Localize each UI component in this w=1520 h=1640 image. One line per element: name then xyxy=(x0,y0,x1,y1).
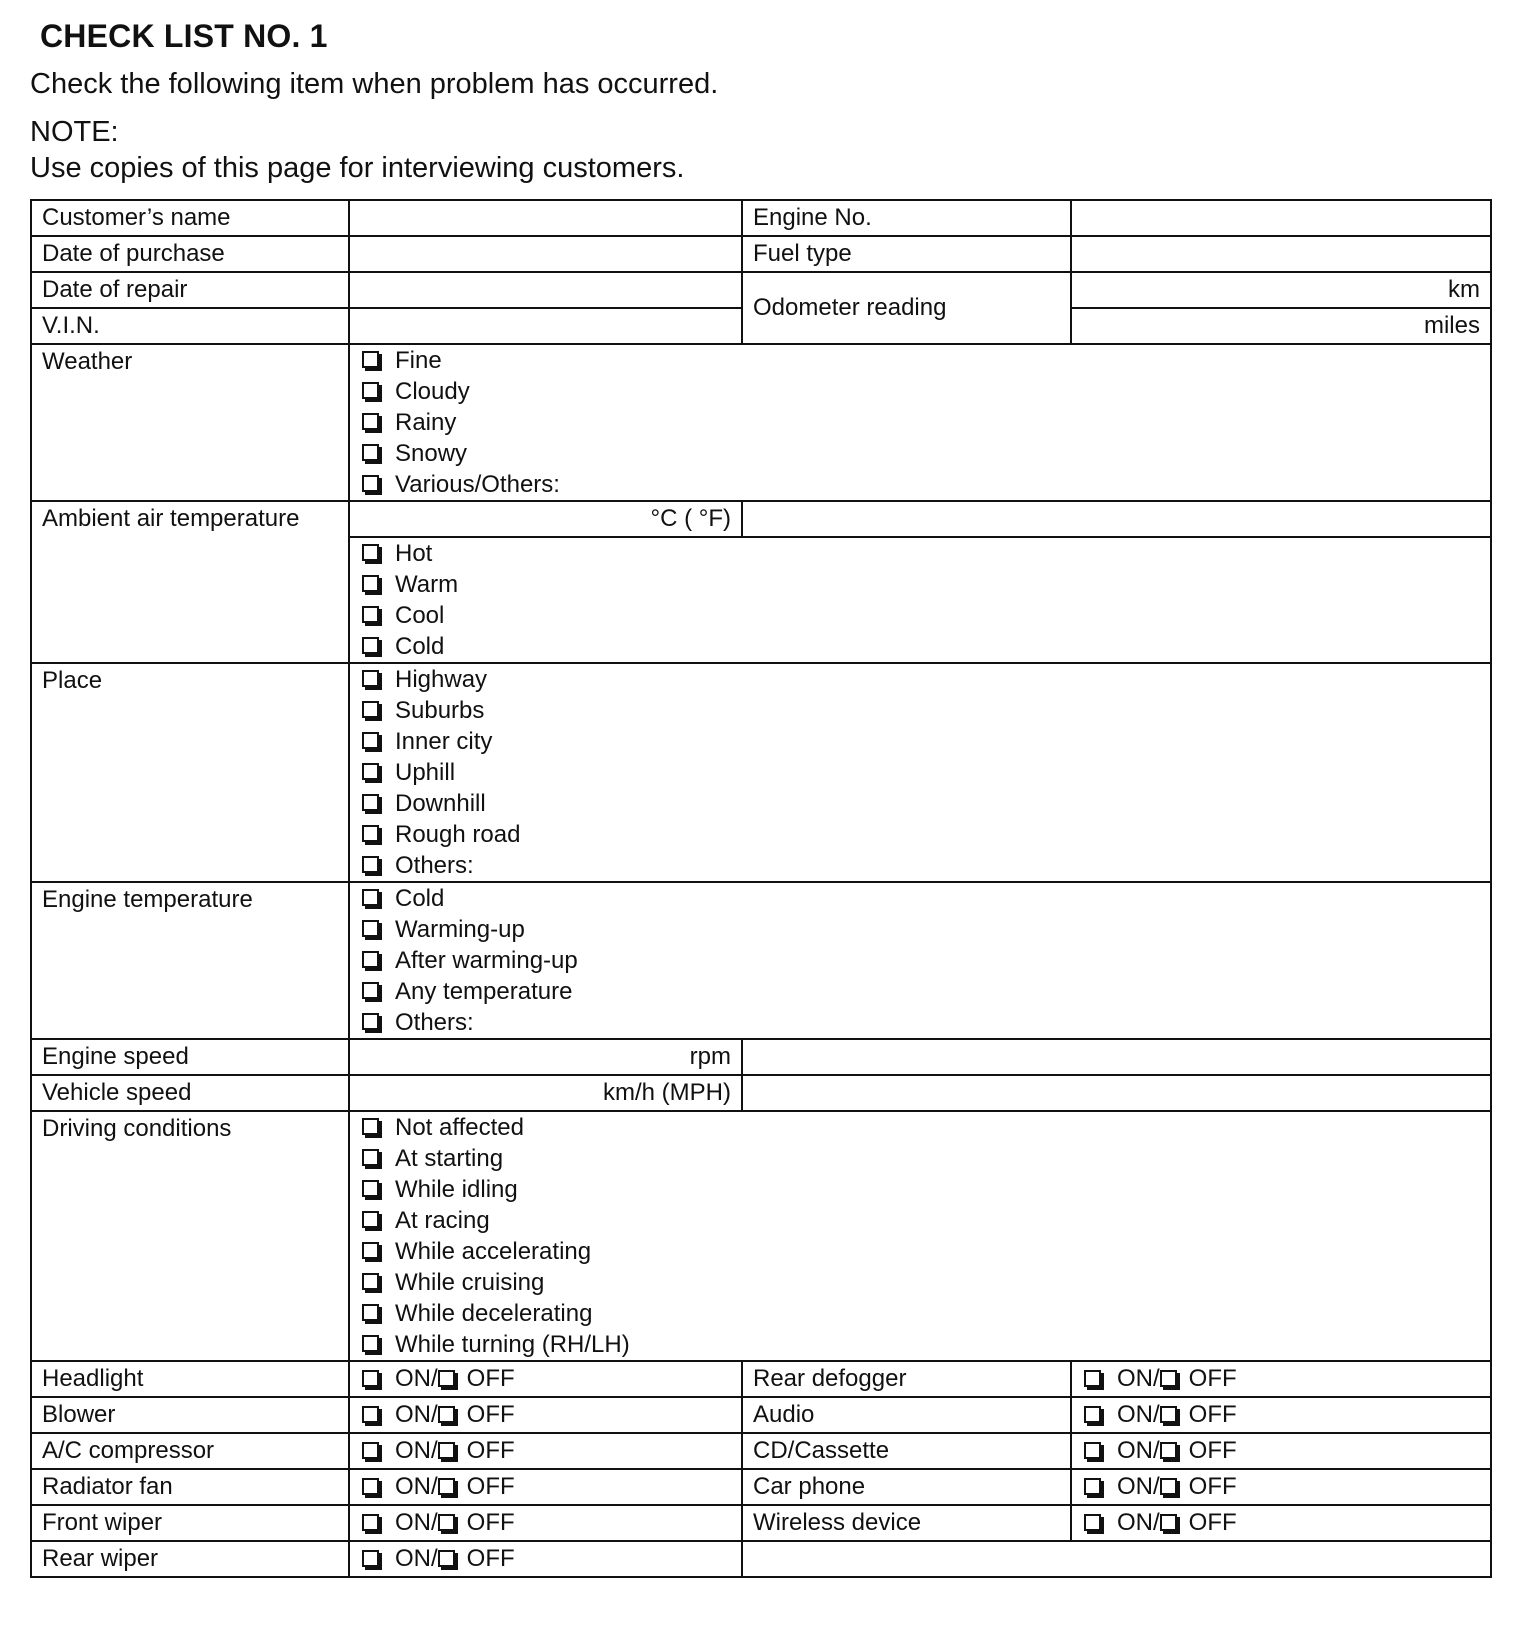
off-label: OFF xyxy=(1188,1365,1237,1392)
option-label: Warm xyxy=(395,571,459,598)
option-rainy[interactable] xyxy=(360,407,1480,438)
table-row xyxy=(31,200,1491,236)
checkbox-icon[interactable] xyxy=(362,1013,379,1030)
option-highway[interactable] xyxy=(360,664,1480,695)
off-checkbox-icon[interactable] xyxy=(438,1478,455,1495)
on-off-field xyxy=(349,1361,742,1397)
on-label: ON/ xyxy=(1117,1509,1160,1536)
on-label: ON/ xyxy=(1117,1401,1160,1428)
option-label: Suburbs xyxy=(395,697,485,724)
on-label: ON/ xyxy=(1117,1437,1160,1464)
on-checkbox-icon[interactable] xyxy=(1084,1370,1101,1387)
option-label: While turning (RH/LH) xyxy=(395,1331,630,1358)
option-warm[interactable] xyxy=(360,569,1480,600)
option-label: After warming-up xyxy=(395,947,578,974)
on-checkbox-icon[interactable] xyxy=(1084,1406,1101,1423)
on-off-field xyxy=(349,1541,742,1577)
option-label: Various/Others: xyxy=(395,471,560,498)
option-inner-city[interactable] xyxy=(360,726,1480,757)
on-label: ON/ xyxy=(1117,1365,1160,1392)
option-label: Others: xyxy=(395,1009,474,1036)
ambient-temp-label: Ambient air temperature xyxy=(31,501,349,663)
switch-label-wireless-device: Wireless device xyxy=(742,1505,1071,1541)
option-warming-up[interactable] xyxy=(360,914,1480,945)
checkbox-icon[interactable] xyxy=(362,606,379,623)
off-label: OFF xyxy=(466,1437,515,1464)
option-label: While decelerating xyxy=(395,1300,593,1327)
switch-label-rear-wiper: Rear wiper xyxy=(31,1541,349,1577)
off-checkbox-icon[interactable] xyxy=(438,1406,455,1423)
checkbox-icon[interactable] xyxy=(362,794,379,811)
option-label: Cool xyxy=(395,602,445,629)
ambient-temp-blank xyxy=(742,501,1491,537)
on-off-field xyxy=(1071,1505,1491,1541)
place-label: Place xyxy=(31,663,349,882)
option-while-accelerating[interactable] xyxy=(360,1236,1480,1267)
switch-label-car-phone: Car phone xyxy=(742,1469,1071,1505)
switch-blank xyxy=(742,1541,1491,1577)
ambient-temp-options xyxy=(349,537,1491,663)
on-label: ON/ xyxy=(395,1509,438,1536)
option-snowy[interactable] xyxy=(360,438,1480,469)
switch-rows xyxy=(31,1361,1491,1577)
option-label: Cloudy xyxy=(395,378,470,405)
checkbox-icon[interactable] xyxy=(362,1242,379,1259)
option-label: While idling xyxy=(395,1176,518,1203)
option-label: Not affected xyxy=(395,1114,524,1141)
option-suburbs[interactable] xyxy=(360,695,1480,726)
fuel-type-label: Fuel type xyxy=(742,236,1071,272)
odometer-label: Odometer reading xyxy=(742,272,1071,344)
option-label: Rough road xyxy=(395,821,521,848)
option-while-cruising[interactable] xyxy=(360,1267,1480,1298)
table-row xyxy=(31,1505,1491,1541)
option-at-starting[interactable] xyxy=(360,1143,1480,1174)
table-row xyxy=(31,1361,1491,1397)
engine-speed-field[interactable]: rpm xyxy=(349,1039,742,1075)
checkbox-icon[interactable] xyxy=(362,763,379,780)
option-cold[interactable] xyxy=(360,631,1480,662)
off-label: OFF xyxy=(466,1401,515,1428)
switch-label-audio: Audio xyxy=(742,1397,1071,1433)
checkbox-icon[interactable] xyxy=(362,413,379,430)
table-row xyxy=(31,882,1491,1039)
checkbox-icon[interactable] xyxy=(362,856,379,873)
off-label: OFF xyxy=(466,1545,515,1572)
table-row xyxy=(31,272,1491,308)
off-label: OFF xyxy=(466,1365,515,1392)
table-row xyxy=(31,663,1491,882)
on-label: ON/ xyxy=(395,1365,438,1392)
option-while-decelerating[interactable] xyxy=(360,1298,1480,1329)
on-off-field xyxy=(1071,1397,1491,1433)
engine-speed-label: Engine speed xyxy=(31,1039,349,1075)
checkbox-icon[interactable] xyxy=(362,732,379,749)
on-checkbox-icon[interactable] xyxy=(362,1514,379,1531)
checkbox-icon[interactable] xyxy=(362,670,379,687)
engine-speed-blank xyxy=(742,1039,1491,1075)
off-label: OFF xyxy=(466,1473,515,1500)
on-checkbox-icon[interactable] xyxy=(362,1370,379,1387)
checkbox-icon[interactable] xyxy=(362,544,379,561)
date-of-purchase-label: Date of purchase xyxy=(31,236,349,272)
checkbox-icon[interactable] xyxy=(362,951,379,968)
option-various-others[interactable] xyxy=(360,469,1480,500)
table-row xyxy=(31,1469,1491,1505)
checkbox-icon[interactable] xyxy=(362,701,379,718)
off-label: OFF xyxy=(1188,1437,1237,1464)
customers-name-field[interactable] xyxy=(349,200,742,236)
note-label: NOTE: xyxy=(30,116,119,148)
off-checkbox-icon[interactable] xyxy=(1160,1406,1177,1423)
off-label: OFF xyxy=(1188,1401,1237,1428)
option-not-affected[interactable] xyxy=(360,1112,1480,1143)
option-label: Hot xyxy=(395,540,433,567)
checkbox-icon[interactable] xyxy=(362,575,379,592)
option-while-turning-rh-lh[interactable] xyxy=(360,1329,1480,1360)
checkbox-icon[interactable] xyxy=(362,1118,379,1135)
engine-no-field[interactable] xyxy=(1071,200,1491,236)
off-checkbox-icon[interactable] xyxy=(1160,1442,1177,1459)
on-checkbox-icon[interactable] xyxy=(362,1406,379,1423)
option-hot[interactable] xyxy=(360,538,1480,569)
place-options xyxy=(349,663,1491,882)
option-label: Cold xyxy=(395,885,445,912)
vehicle-speed-field[interactable]: km/h (MPH) xyxy=(349,1075,742,1111)
on-off-field xyxy=(349,1469,742,1505)
note-text: Use copies of this page for interviewing customers. xyxy=(30,152,685,184)
checkbox-icon[interactable] xyxy=(362,920,379,937)
checkbox-icon[interactable] xyxy=(362,889,379,906)
fuel-type-field[interactable] xyxy=(1071,236,1491,272)
vehicle-speed-blank xyxy=(742,1075,1491,1111)
option-label: Inner city xyxy=(395,728,493,755)
off-checkbox-icon[interactable] xyxy=(1160,1478,1177,1495)
option-while-idling[interactable] xyxy=(360,1174,1480,1205)
on-off-field xyxy=(349,1505,742,1541)
ambient-temp-field[interactable]: °C ( °F) xyxy=(349,501,742,537)
option-label: Snowy xyxy=(395,440,468,467)
odometer-km-field[interactable]: km xyxy=(1071,272,1491,308)
option-label: Highway xyxy=(395,666,488,693)
table-row xyxy=(31,501,1491,537)
checkbox-icon[interactable] xyxy=(362,982,379,999)
option-label: Rainy xyxy=(395,409,457,436)
vin-field[interactable] xyxy=(349,308,742,344)
on-label: ON/ xyxy=(395,1545,438,1572)
table-row xyxy=(31,344,1491,501)
customers-name-label: Customer’s name xyxy=(31,200,349,236)
option-downhill[interactable] xyxy=(360,788,1480,819)
option-label: Downhill xyxy=(395,790,486,817)
off-checkbox-icon[interactable] xyxy=(438,1370,455,1387)
option-fine[interactable] xyxy=(360,345,1480,376)
weather-label: Weather xyxy=(31,344,349,501)
checkbox-icon[interactable] xyxy=(362,1335,379,1352)
driving-conditions-label: Driving conditions xyxy=(31,1111,349,1361)
option-after-warming-up[interactable] xyxy=(360,945,1480,976)
checkbox-icon[interactable] xyxy=(362,444,379,461)
off-checkbox-icon[interactable] xyxy=(438,1442,455,1459)
on-checkbox-icon[interactable] xyxy=(1084,1514,1101,1531)
table-row xyxy=(31,1039,1491,1075)
option-label: At starting xyxy=(395,1145,504,1172)
switch-label-front-wiper: Front wiper xyxy=(31,1505,349,1541)
checkbox-icon[interactable] xyxy=(362,351,379,368)
switch-label-cd-cassette: CD/Cassette xyxy=(742,1433,1071,1469)
odometer-miles-field[interactable]: miles xyxy=(1071,308,1491,344)
table-row xyxy=(31,1397,1491,1433)
option-label: Any temperature xyxy=(395,978,573,1005)
option-label: While cruising xyxy=(395,1269,545,1296)
option-label: While accelerating xyxy=(395,1238,592,1265)
switch-label-rear-defogger: Rear defogger xyxy=(742,1361,1071,1397)
on-checkbox-icon[interactable] xyxy=(1084,1478,1101,1495)
option-at-racing[interactable] xyxy=(360,1205,1480,1236)
checkbox-icon[interactable] xyxy=(362,1149,379,1166)
on-off-field xyxy=(349,1433,742,1469)
off-checkbox-icon[interactable] xyxy=(1160,1514,1177,1531)
option-label: Others: xyxy=(395,852,474,879)
engine-temp-options xyxy=(349,882,1491,1039)
off-checkbox-icon[interactable] xyxy=(1160,1370,1177,1387)
on-label: ON/ xyxy=(395,1437,438,1464)
on-off-field xyxy=(1071,1433,1491,1469)
vin-label: V.I.N. xyxy=(31,308,349,344)
checkbox-icon[interactable] xyxy=(362,825,379,842)
engine-no-label: Engine No. xyxy=(742,200,1071,236)
checkbox-icon[interactable] xyxy=(362,475,379,492)
switch-label-headlight: Headlight xyxy=(31,1361,349,1397)
switch-label-radiator-fan: Radiator fan xyxy=(31,1469,349,1505)
option-label: At racing xyxy=(395,1207,490,1234)
engine-temp-label: Engine temperature xyxy=(31,882,349,1039)
option-cold[interactable] xyxy=(360,883,1480,914)
on-off-field xyxy=(1071,1469,1491,1505)
option-cloudy[interactable] xyxy=(360,376,1480,407)
table-row xyxy=(31,1541,1491,1577)
checkbox-icon[interactable] xyxy=(362,1273,379,1290)
vehicle-speed-label: Vehicle speed xyxy=(31,1075,349,1111)
option-any-temperature[interactable] xyxy=(360,976,1480,1007)
instruction-text: Check the following item when problem has occurred. xyxy=(30,68,719,100)
off-label: OFF xyxy=(1188,1473,1237,1500)
option-label: Uphill xyxy=(395,759,456,786)
date-of-purchase-field[interactable] xyxy=(349,236,742,272)
on-checkbox-icon[interactable] xyxy=(1084,1442,1101,1459)
on-checkbox-icon[interactable] xyxy=(362,1550,379,1567)
checkbox-icon[interactable] xyxy=(362,1211,379,1228)
checkbox-icon[interactable] xyxy=(362,1180,379,1197)
on-checkbox-icon[interactable] xyxy=(362,1478,379,1495)
switch-label-blower: Blower xyxy=(31,1397,349,1433)
option-label: Cold xyxy=(395,633,445,660)
off-checkbox-icon[interactable] xyxy=(438,1550,455,1567)
table-row xyxy=(31,1075,1491,1111)
option-label: Warming-up xyxy=(395,916,525,943)
off-label: OFF xyxy=(466,1509,515,1536)
checkbox-icon[interactable] xyxy=(362,637,379,654)
on-label: ON/ xyxy=(395,1401,438,1428)
off-checkbox-icon[interactable] xyxy=(438,1514,455,1531)
option-cool[interactable] xyxy=(360,600,1480,631)
on-off-field xyxy=(1071,1361,1491,1397)
option-others[interactable] xyxy=(360,1007,1480,1038)
option-label: Fine xyxy=(395,347,442,374)
table-row xyxy=(31,236,1491,272)
date-of-repair-label: Date of repair xyxy=(31,272,349,308)
on-label: ON/ xyxy=(1117,1473,1160,1500)
on-label: ON/ xyxy=(395,1473,438,1500)
weather-options xyxy=(349,344,1491,501)
on-off-field xyxy=(349,1397,742,1433)
checklist-table xyxy=(30,199,1492,1578)
driving-conditions-options xyxy=(349,1111,1491,1361)
date-of-repair-field[interactable] xyxy=(349,272,742,308)
off-label: OFF xyxy=(1188,1509,1237,1536)
switch-label-a-c-compressor: A/C compressor xyxy=(31,1433,349,1469)
option-others[interactable] xyxy=(360,850,1480,881)
checkbox-icon[interactable] xyxy=(362,382,379,399)
option-uphill[interactable] xyxy=(360,757,1480,788)
on-checkbox-icon[interactable] xyxy=(362,1442,379,1459)
table-row xyxy=(31,1111,1491,1361)
page-title: CHECK LIST NO. 1 xyxy=(40,18,328,54)
checkbox-icon[interactable] xyxy=(362,1304,379,1321)
option-rough-road[interactable] xyxy=(360,819,1480,850)
table-row xyxy=(31,1433,1491,1469)
